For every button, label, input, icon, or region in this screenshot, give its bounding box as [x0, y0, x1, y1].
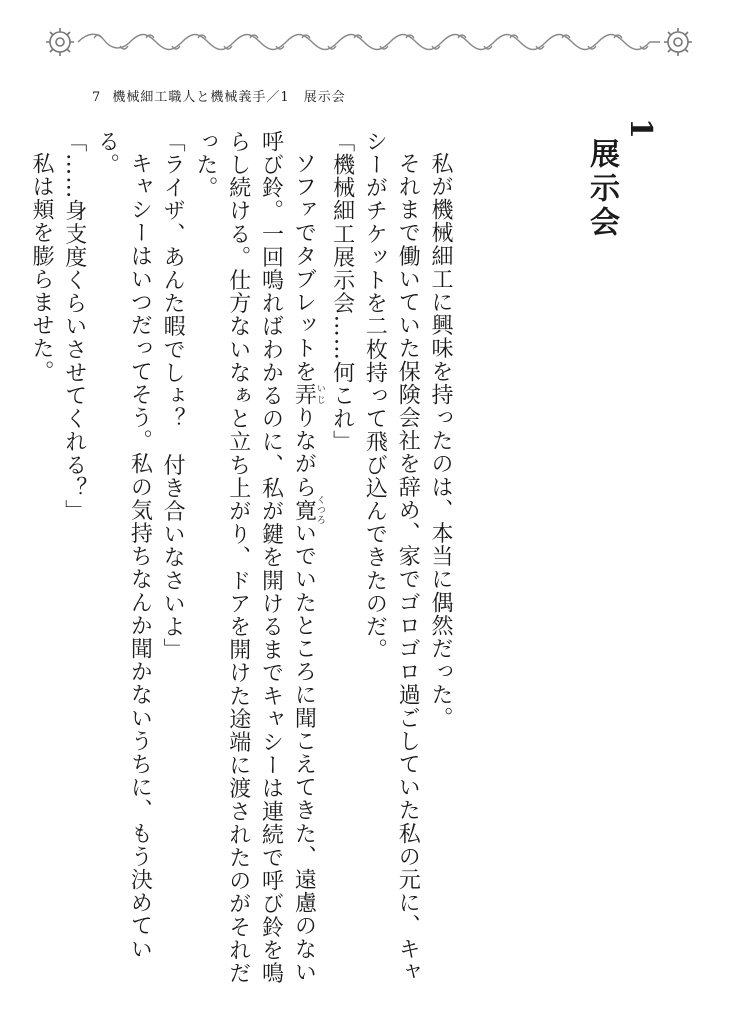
decorative-border-ornament — [44, 26, 694, 58]
gear-icon-right — [664, 28, 692, 56]
paragraph-4 — [188, 130, 325, 990]
body-text — [28, 130, 456, 990]
chapter-heading — [584, 118, 658, 318]
scroll-vine-pattern — [78, 34, 660, 49]
ruby-1-reading: いじ — [314, 383, 325, 407]
ruby-2-base: 寛 — [291, 494, 317, 526]
gear-icon-left — [46, 28, 74, 56]
paragraph-4-part-b: りながら — [291, 406, 317, 499]
dialogue-2: 「ライザ、あんた暇でしょ？ 付き合いなさいよ」 — [160, 130, 186, 662]
running-head — [92, 86, 352, 105]
paragraph-4-part-c: いでいたところに聞こえてきた、遠慮のない呼び鈴。一回鳴ればわかるのに、私が鍵を開けるまでキャシーは連続で呼び鈴を鳴らし続ける。仕方ないなぁと立ち上がり、ドアを開けた途端に渡されたのがそれだった。 — [192, 130, 317, 985]
chapter-title: 展示会 — [584, 138, 619, 240]
page-number: 7 — [92, 90, 102, 105]
chapter-number: 1 — [623, 118, 658, 139]
ruby-ijiri — [291, 383, 325, 407]
dialogue-3: 「……身支度くらいさせてくれる？」 — [61, 130, 87, 523]
paragraph-4-part-a: ソファでタブレットを — [291, 152, 317, 383]
paragraph-2: それまで働いていた保険会社を辞め、家でゴロゴロ過ごしていた私の元に、キャシーがチケットを二枚持って飛び込んできたのだ。 — [362, 130, 421, 984]
ruby-kutsuro — [291, 494, 325, 526]
dialogue-1: 「機械細工展示会……何これ」 — [329, 130, 355, 454]
paragraph-8: 私は頬を膨らませた。 — [28, 152, 54, 383]
ruby-1-base: 弄 — [291, 383, 317, 407]
running-title: 機械細工職人と機械義手／1 展示会 — [112, 90, 346, 105]
paragraph-6: キャシーはいつだってそう。私の気持ちなんか聞かないうちに、もう決めている。 — [94, 130, 153, 961]
paragraph-1: 私が機械細工に興味を持ったのは、本当に偶然だった。 — [428, 152, 453, 730]
ruby-2-reading: くつろ — [314, 494, 325, 526]
